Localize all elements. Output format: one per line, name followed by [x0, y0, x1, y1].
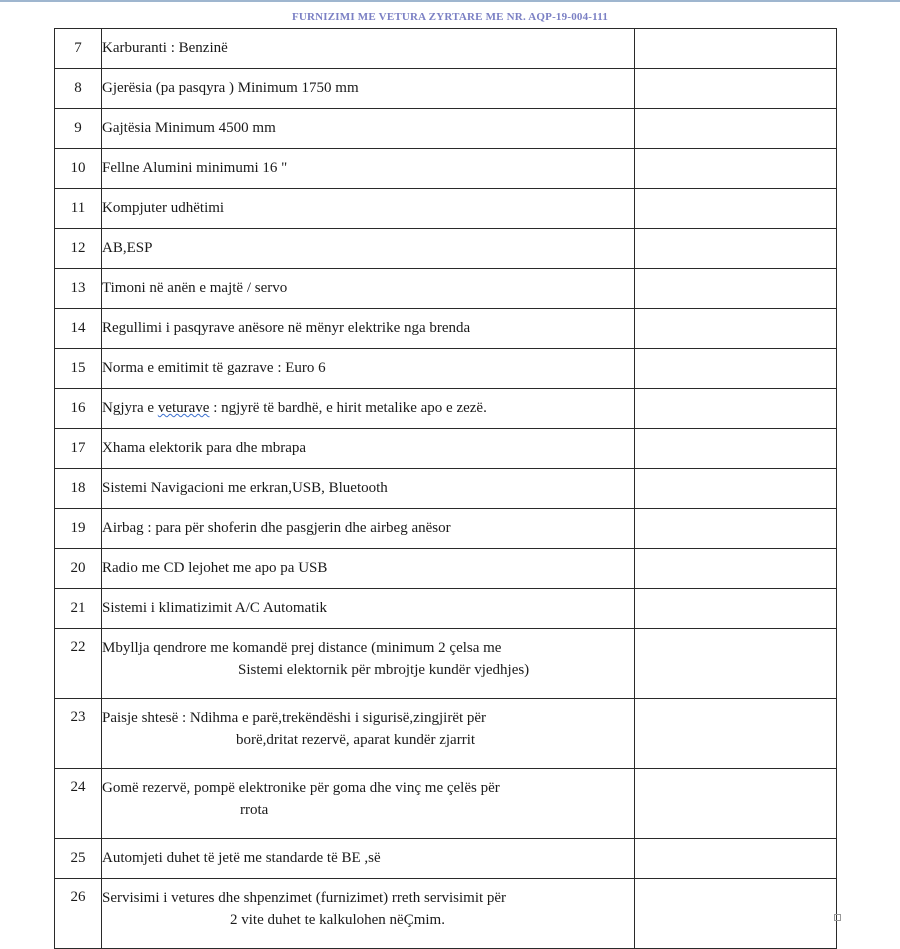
description-line: Sistemi elektornik për mbrojtje kundër vjedhjes): [238, 662, 530, 678]
row-description: Kompjuter udhëtimi: [102, 189, 635, 229]
specifications-table: [54, 28, 837, 949]
row-description: Sistemi Navigacioni me erkran,USB, Bluetooth: [102, 469, 635, 509]
table-row: [55, 469, 837, 509]
row-description: AB,ESP: [102, 229, 635, 269]
row-offer-cell: [635, 269, 837, 309]
row-description: Norma e emitimit të gazrave : Euro 6: [102, 349, 635, 389]
table-resize-handle[interactable]: [834, 914, 841, 921]
description-line: Servisimi i vetures dhe shpenzimet (furnizimet) rreth servisimit për: [102, 890, 507, 906]
row-number: 17: [55, 429, 102, 469]
row-number: 7: [55, 29, 102, 69]
row-number: 13: [55, 269, 102, 309]
row-offer-cell: [635, 699, 837, 769]
row-number: 20: [55, 549, 102, 589]
row-description: Radio me CD lejohet me apo pa USB: [102, 549, 635, 589]
table-row: [55, 389, 837, 429]
row-number: 8: [55, 69, 102, 109]
spellcheck-flagged-word: veturave: [157, 400, 210, 416]
row-description: Fellne Alumini minimumi 16 ": [102, 149, 635, 189]
row-description: [102, 629, 635, 699]
table-row: [55, 549, 837, 589]
row-offer-cell: [635, 109, 837, 149]
row-number: 16: [55, 389, 102, 429]
row-description: Airbag : para për shoferin dhe pasgjerin dhe airbeg anësor: [102, 509, 635, 549]
row-number: 18: [55, 469, 102, 509]
row-number: 24: [55, 769, 102, 839]
description-text: : ngjyrë të bardhë, e hirit metalike apo e zezë.: [209, 400, 487, 416]
table-row: [55, 309, 837, 349]
row-offer-cell: [635, 469, 837, 509]
row-offer-cell: [635, 879, 837, 949]
row-number: 26: [55, 879, 102, 949]
table-row: [55, 629, 837, 699]
table-row: [55, 229, 837, 269]
row-description: Gjerësia (pa pasqyra ) Minimum 1750 mm: [102, 69, 635, 109]
row-offer-cell: [635, 839, 837, 879]
row-description: Sistemi i klimatizimit A/C Automatik: [102, 589, 635, 629]
row-number: 10: [55, 149, 102, 189]
table-row: [55, 839, 837, 879]
row-offer-cell: [635, 509, 837, 549]
row-number: 9: [55, 109, 102, 149]
row-offer-cell: [635, 149, 837, 189]
table-row: [55, 269, 837, 309]
table-row: [55, 769, 837, 839]
row-number: 22: [55, 629, 102, 699]
row-number: 15: [55, 349, 102, 389]
table-row: [55, 109, 837, 149]
table-row: [55, 429, 837, 469]
description-text: Ngjyra e: [102, 400, 158, 416]
description-line: Paisje shtesë : Ndihma e parë,trekëndëshi i sigurisë,zingjirët për: [102, 710, 487, 726]
table-row: [55, 189, 837, 229]
description-line: rrota: [240, 802, 269, 818]
top-border-line: [0, 0, 900, 2]
table-row: [55, 349, 837, 389]
row-offer-cell: [635, 589, 837, 629]
row-description: Timoni në anën e majtë / servo: [102, 269, 635, 309]
table-row: [55, 69, 837, 109]
row-offer-cell: [635, 349, 837, 389]
table-row: [55, 879, 837, 949]
description-line: borë,dritat rezervë, aparat kundër zjarrit: [236, 732, 476, 748]
row-description: Gajtësia Minimum 4500 mm: [102, 109, 635, 149]
row-offer-cell: [635, 69, 837, 109]
table-row: [55, 509, 837, 549]
row-number: 23: [55, 699, 102, 769]
row-offer-cell: [635, 389, 837, 429]
row-number: 19: [55, 509, 102, 549]
description-line: 2 vite duhet te kalkulohen nëÇmim.: [230, 912, 445, 928]
row-description: [102, 699, 635, 769]
table-row: [55, 149, 837, 189]
row-number: 12: [55, 229, 102, 269]
row-description: Regullimi i pasqyrave anësore në mënyr elektrike nga brenda: [102, 309, 635, 349]
row-offer-cell: [635, 769, 837, 839]
row-offer-cell: [635, 549, 837, 589]
table-row: [55, 29, 837, 69]
row-offer-cell: [635, 309, 837, 349]
row-number: 11: [55, 189, 102, 229]
row-number: 21: [55, 589, 102, 629]
row-offer-cell: [635, 189, 837, 229]
row-offer-cell: [635, 229, 837, 269]
row-offer-cell: [635, 29, 837, 69]
description-line: Mbyllja qendrore me komandë prej distance (minimum 2 çelsa me: [102, 640, 502, 656]
row-offer-cell: [635, 429, 837, 469]
row-description: [102, 389, 635, 429]
table-row: [55, 589, 837, 629]
description-line: Gomë rezervë, pompë elektronike për goma dhe vinç me çelës për: [102, 780, 500, 796]
document-header: FURNIZIMI ME VETURA ZYRTARE ME NR. AQP-19-004-111: [291, 11, 609, 23]
row-description: [102, 879, 635, 949]
row-number: 14: [55, 309, 102, 349]
row-description: Automjeti duhet të jetë me standarde të BE ,së: [102, 839, 635, 879]
row-description: [102, 769, 635, 839]
row-description: Xhama elektorik para dhe mbrapa: [102, 429, 635, 469]
row-offer-cell: [635, 629, 837, 699]
table-row: [55, 699, 837, 769]
row-number: 25: [55, 839, 102, 879]
row-description: Karburanti : Benzinë: [102, 29, 635, 69]
